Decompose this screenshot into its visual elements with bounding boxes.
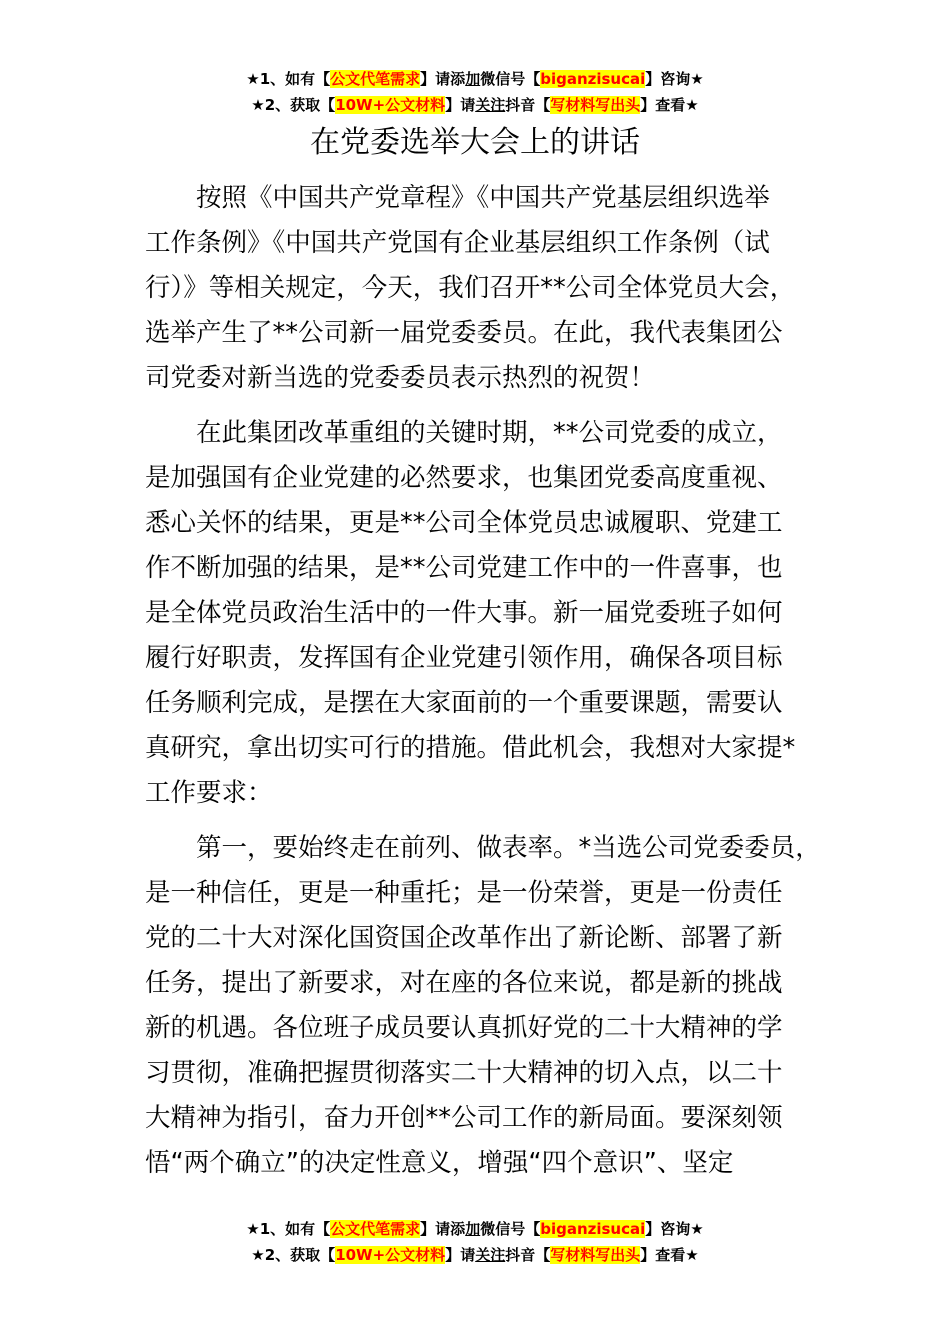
- text-line: 悉心关怀的结果，更是**公司全体党员忠诚履职、党建工: [145, 508, 783, 538]
- text-line: 司党委对新当选的党委委员表示热烈的祝贺！: [145, 363, 656, 393]
- document-title: 在党委选举大会上的讲话: [310, 125, 640, 160]
- banner-underlined: 加: [465, 70, 481, 88]
- document-body: [145, 176, 835, 1186]
- text-line: 党的二十大对深化国资国企改革作出了新论断、部署了新: [145, 923, 783, 953]
- banner-text: 】请: [445, 96, 476, 114]
- text-line: 选举产生了**公司新一届党委委员。在此，我代表集团公: [145, 318, 783, 348]
- banner-text: 抖音【: [505, 96, 551, 114]
- text-line: 按照《中国共产党章程》《中国共产党基层组织选举: [145, 183, 770, 213]
- paragraph-2: [145, 411, 835, 816]
- banner-line-2: [0, 1242, 950, 1268]
- text-line: 履行好职责，发挥国有企业党建引领作用，确保各项目标: [145, 643, 783, 673]
- paragraph-3: [145, 826, 835, 1186]
- banner-text: 微信号【: [480, 1220, 541, 1238]
- text-line: 作不断加强的结果，是**公司党建工作中的一件喜事，也: [145, 553, 783, 583]
- banner-text: ★2、获取【: [251, 1246, 336, 1264]
- banner-underlined: 关注: [475, 96, 506, 114]
- banner-highlight: 10W+公文材料: [335, 1246, 446, 1264]
- banner-underlined: 加: [465, 1220, 481, 1238]
- text-line: 新的机遇。各位班子成员要认真抓好党的二十大精神的学: [145, 1013, 783, 1043]
- banner-underlined: 关注: [475, 1246, 506, 1264]
- text-line: 任务，提出了新要求，对在座的各位来说，都是新的挑战: [145, 968, 783, 998]
- paragraph-1: [145, 176, 835, 401]
- text-line: 习贯彻，准确把握贯彻落实二十大精神的切入点，以二十: [145, 1058, 783, 1088]
- banner-text: 】查看★: [640, 96, 699, 114]
- banner-text: 】查看★: [640, 1246, 699, 1264]
- bottom-banner: [0, 1216, 950, 1268]
- text-line: 是全体党员政治生活中的一件大事。新一届党委班子如何: [145, 598, 783, 628]
- text-line: 第一，要始终走在前列、做表率。*当选公司党委委员，: [145, 833, 821, 863]
- text-line: 是加强国有企业党建的必然要求，也集团党委高度重视、: [145, 463, 783, 493]
- top-banner: [0, 66, 950, 118]
- banner-highlight: 公文代笔需求: [330, 70, 421, 88]
- banner-highlight: biganzisucai: [540, 1220, 646, 1238]
- text-line: 工作条例》《中国共产党国有企业基层组织工作条例（试: [145, 228, 770, 258]
- banner-text: 】咨询★: [645, 70, 704, 88]
- text-line: 真研究，拿出切实可行的措施。借此机会，我想对大家提*: [145, 733, 796, 763]
- text-line: 在此集团改革重组的关键时期，**公司党委的成立，: [145, 418, 783, 448]
- banner-line-1: [0, 1216, 950, 1242]
- banner-text: 微信号【: [480, 70, 541, 88]
- text-line: 行）》等相关规定，今天，我们召开**公司全体党员大会，: [145, 273, 796, 303]
- banner-text: 】咨询★: [645, 1220, 704, 1238]
- banner-highlight: 10W+公文材料: [335, 96, 446, 114]
- text-line: 悟“两个确立”的决定性意义，增强“四个意识”、坚定: [145, 1148, 734, 1178]
- banner-text: ★1、如有【: [246, 70, 331, 88]
- text-line: 任务顺利完成，是摆在大家面前的一个重要课题，需要认: [145, 688, 783, 718]
- banner-highlight: 写材料写出头: [550, 96, 641, 114]
- banner-highlight: biganzisucai: [540, 70, 646, 88]
- text-line: 大精神为指引，奋力开创**公司工作的新局面。要深刻领: [145, 1103, 783, 1133]
- banner-text: ★2、获取【: [251, 96, 336, 114]
- banner-text: 】请添: [420, 70, 466, 88]
- text-line: 是一种信任，更是一种重托；是一份荣誉，更是一份责任: [145, 878, 783, 908]
- banner-highlight: 公文代笔需求: [330, 1220, 421, 1238]
- banner-line-1: [0, 66, 950, 92]
- banner-text: 抖音【: [505, 1246, 551, 1264]
- banner-text: 】请添: [420, 1220, 466, 1238]
- text-line: 工作要求：: [145, 778, 273, 808]
- banner-text: 】请: [445, 1246, 476, 1264]
- banner-highlight: 写材料写出头: [550, 1246, 641, 1264]
- banner-text: ★1、如有【: [246, 1220, 331, 1238]
- banner-line-2: [0, 92, 950, 118]
